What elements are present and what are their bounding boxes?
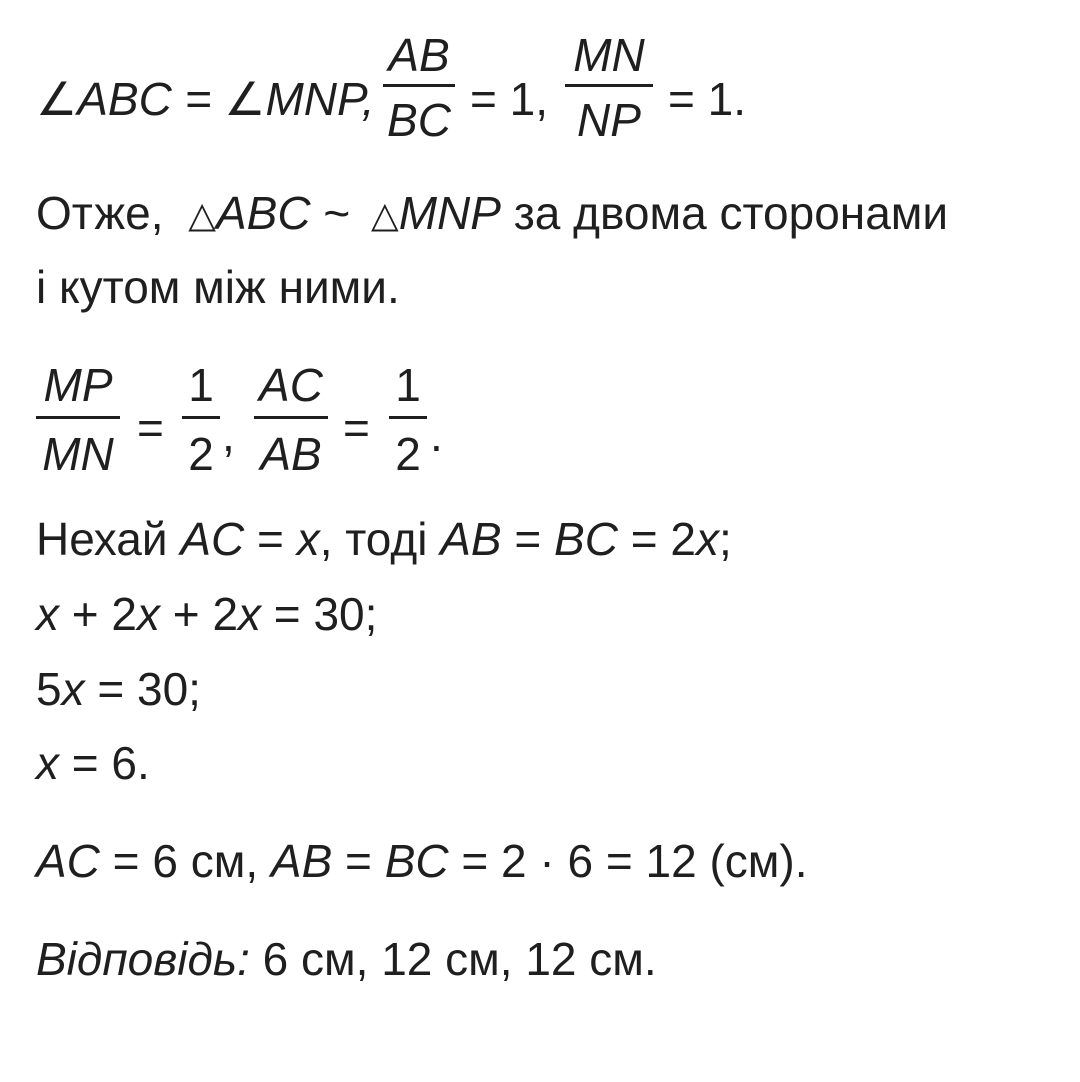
fraction-bar (182, 416, 220, 419)
equals-sign: = (343, 402, 370, 454)
denominator: 2 (395, 428, 421, 480)
equals-sign: = (137, 402, 164, 454)
answer-label: Відповідь: (36, 933, 250, 985)
period: . (430, 409, 443, 461)
numerator: 1 (188, 359, 214, 411)
equals-one-1: = 1, (470, 73, 549, 125)
angle-equality: ∠ABC = ∠MNP, (36, 73, 375, 125)
fraction-ac-ab (254, 359, 328, 480)
similarity-statement: Отже, △ABC ~ △MNP за двома сторонами (36, 187, 949, 239)
triangle-icon: △ (188, 194, 216, 235)
fraction-mp-mn (36, 359, 120, 480)
comma: , (222, 409, 235, 461)
let-statement: Нехай AC = x, тоді AB = BC = 2x; (36, 513, 732, 565)
denominator: NP (577, 94, 641, 146)
denominator: BC (387, 94, 451, 146)
fraction-one-half-2 (389, 359, 427, 480)
fraction-one-half-1 (182, 359, 220, 480)
answer-text: 6 см, 12 см, 12 см. (249, 933, 657, 985)
equation-sum: x + 2x + 2x = 30; (36, 588, 378, 640)
fraction-bar (383, 84, 455, 87)
denominator: 2 (188, 428, 214, 480)
numerator: AB (388, 29, 450, 81)
side-lengths: AC = 6 см, AB = BC = 2 · 6 = 12 (см). (36, 835, 808, 887)
similarity-statement-cont: і кутом між ними. (36, 261, 400, 313)
equation-5x: 5x = 30; (36, 663, 201, 715)
denominator: AB (260, 428, 322, 480)
fraction-ab-bc (383, 29, 455, 146)
numerator: MP (43, 359, 113, 411)
equation-x: x = 6. (36, 737, 150, 789)
triangle-icon: △ (371, 194, 399, 235)
numerator: AC (259, 359, 323, 411)
fraction-mn-np (565, 29, 653, 146)
fraction-bar (565, 84, 653, 87)
equals-one-2: = 1. (668, 73, 747, 125)
fraction-bar (389, 416, 427, 419)
fraction-bar (36, 416, 120, 419)
denominator: MN (42, 428, 114, 480)
answer (36, 933, 657, 985)
fraction-bar (254, 416, 328, 419)
numerator: 1 (395, 359, 421, 411)
numerator: MN (573, 29, 645, 81)
